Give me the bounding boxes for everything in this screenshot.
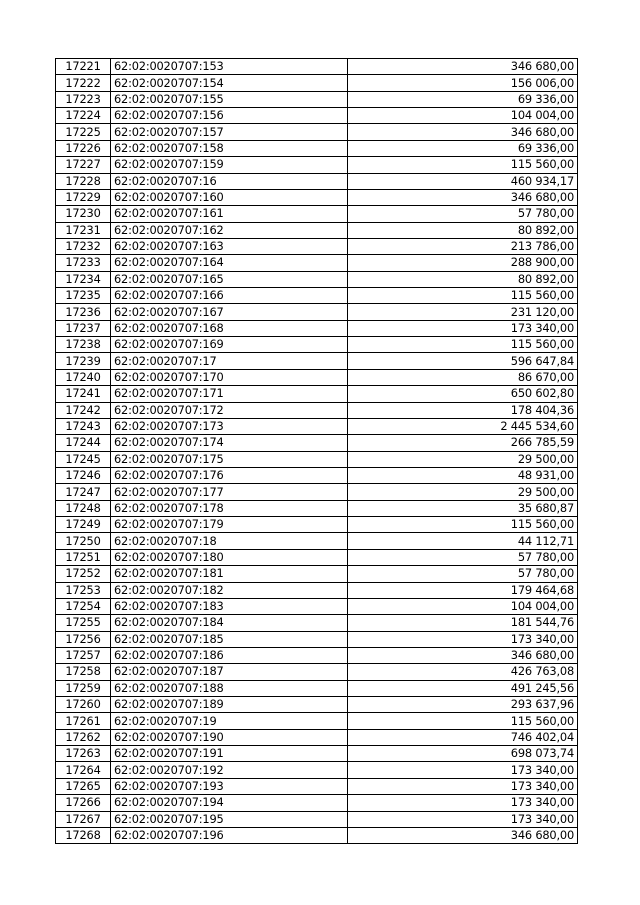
row-number-cell: 17266 <box>56 795 111 811</box>
row-number-cell: 17228 <box>56 173 111 189</box>
cadastral-number-cell: 62:02:0020707:183 <box>111 598 348 614</box>
table-row <box>56 304 578 320</box>
cadastral-number-cell: 62:02:0020707:179 <box>111 517 348 533</box>
cadastral-value-cell: 80 892,00 <box>348 222 578 238</box>
cadastral-value-cell: 115 560,00 <box>348 517 578 533</box>
row-number-cell: 17263 <box>56 746 111 762</box>
cadastral-number-cell: 62:02:0020707:182 <box>111 582 348 598</box>
cadastral-value-cell: 173 340,00 <box>348 762 578 778</box>
cadastral-number-cell: 62:02:0020707:196 <box>111 827 348 843</box>
table-row <box>56 271 578 287</box>
cadastral-value-cell: 266 785,59 <box>348 435 578 451</box>
row-number-cell: 17235 <box>56 288 111 304</box>
cadastral-value-cell: 173 340,00 <box>348 811 578 827</box>
table-row <box>56 811 578 827</box>
table-row <box>56 598 578 614</box>
table-row <box>56 369 578 385</box>
cadastral-value-cell: 346 680,00 <box>348 124 578 140</box>
table-row <box>56 680 578 696</box>
table-row <box>56 402 578 418</box>
table-row <box>56 517 578 533</box>
cadastral-number-cell: 62:02:0020707:19 <box>111 713 348 729</box>
table-row <box>56 157 578 173</box>
cadastral-value-cell: 293 637,96 <box>348 697 578 713</box>
cadastral-value-cell: 346 680,00 <box>348 189 578 205</box>
cadastral-number-cell: 62:02:0020707:168 <box>111 320 348 336</box>
row-number-cell: 17226 <box>56 140 111 156</box>
cadastral-number-cell: 62:02:0020707:177 <box>111 484 348 500</box>
row-number-cell: 17260 <box>56 697 111 713</box>
table-row <box>56 631 578 647</box>
cadastral-value-cell: 156 006,00 <box>348 75 578 91</box>
row-number-cell: 17236 <box>56 304 111 320</box>
row-number-cell: 17245 <box>56 451 111 467</box>
cadastral-number-cell: 62:02:0020707:189 <box>111 697 348 713</box>
row-number-cell: 17224 <box>56 108 111 124</box>
row-number-cell: 17254 <box>56 598 111 614</box>
cadastral-number-cell: 62:02:0020707:172 <box>111 402 348 418</box>
cadastral-number-cell: 62:02:0020707:163 <box>111 238 348 254</box>
table-row <box>56 238 578 254</box>
cadastral-value-cell: 178 404,36 <box>348 402 578 418</box>
cadastral-value-cell: 173 340,00 <box>348 778 578 794</box>
cadastral-value-cell: 104 004,00 <box>348 598 578 614</box>
row-number-cell: 17233 <box>56 255 111 271</box>
cadastral-value-cell: 57 780,00 <box>348 549 578 565</box>
row-number-cell: 17223 <box>56 91 111 107</box>
cadastral-number-cell: 62:02:0020707:176 <box>111 467 348 483</box>
cadastral-number-cell: 62:02:0020707:174 <box>111 435 348 451</box>
cadastral-number-cell: 62:02:0020707:17 <box>111 353 348 369</box>
cadastral-number-cell: 62:02:0020707:185 <box>111 631 348 647</box>
row-number-cell: 17255 <box>56 615 111 631</box>
row-number-cell: 17246 <box>56 467 111 483</box>
row-number-cell: 17247 <box>56 484 111 500</box>
cadastral-number-cell: 62:02:0020707:184 <box>111 615 348 631</box>
row-number-cell: 17241 <box>56 386 111 402</box>
row-number-cell: 17221 <box>56 59 111 75</box>
row-number-cell: 17250 <box>56 533 111 549</box>
cadastral-value-cell: 231 120,00 <box>348 304 578 320</box>
cadastral-number-cell: 62:02:0020707:173 <box>111 418 348 434</box>
table-row <box>56 533 578 549</box>
cadastral-value-cell: 181 544,76 <box>348 615 578 631</box>
cadastral-number-cell: 62:02:0020707:191 <box>111 746 348 762</box>
cadastral-number-cell: 62:02:0020707:160 <box>111 189 348 205</box>
row-number-cell: 17244 <box>56 435 111 451</box>
cadastral-value-cell: 29 500,00 <box>348 484 578 500</box>
table-row <box>56 124 578 140</box>
row-number-cell: 17239 <box>56 353 111 369</box>
table-row <box>56 467 578 483</box>
cadastral-value-cell: 746 402,04 <box>348 729 578 745</box>
row-number-cell: 17227 <box>56 157 111 173</box>
cadastral-number-cell: 62:02:0020707:178 <box>111 500 348 516</box>
row-number-cell: 17231 <box>56 222 111 238</box>
cadastral-number-cell: 62:02:0020707:167 <box>111 304 348 320</box>
cadastral-value-cell: 48 931,00 <box>348 467 578 483</box>
cadastral-number-cell: 62:02:0020707:18 <box>111 533 348 549</box>
cadastral-number-cell: 62:02:0020707:171 <box>111 386 348 402</box>
row-number-cell: 17261 <box>56 713 111 729</box>
table-row <box>56 353 578 369</box>
cadastral-value-cell: 460 934,17 <box>348 173 578 189</box>
cadastral-value-cell: 491 245,56 <box>348 680 578 696</box>
table-row <box>56 189 578 205</box>
row-number-cell: 17238 <box>56 337 111 353</box>
cadastral-number-cell: 62:02:0020707:181 <box>111 566 348 582</box>
row-number-cell: 17229 <box>56 189 111 205</box>
cadastral-number-cell: 62:02:0020707:170 <box>111 369 348 385</box>
table-row <box>56 386 578 402</box>
cadastral-value-cell: 69 336,00 <box>348 91 578 107</box>
cadastral-number-cell: 62:02:0020707:165 <box>111 271 348 287</box>
cadastral-number-cell: 62:02:0020707:193 <box>111 778 348 794</box>
cadastral-number-cell: 62:02:0020707:192 <box>111 762 348 778</box>
cadastral-value-cell: 173 340,00 <box>348 320 578 336</box>
cadastral-number-cell: 62:02:0020707:162 <box>111 222 348 238</box>
row-number-cell: 17242 <box>56 402 111 418</box>
table-row <box>56 566 578 582</box>
cadastral-value-cell: 650 602,80 <box>348 386 578 402</box>
cadastral-value-cell: 35 680,87 <box>348 500 578 516</box>
cadastral-value-cell: 179 464,68 <box>348 582 578 598</box>
cadastral-value-cell: 80 892,00 <box>348 271 578 287</box>
row-number-cell: 17252 <box>56 566 111 582</box>
cadastral-value-cell: 57 780,00 <box>348 566 578 582</box>
row-number-cell: 17264 <box>56 762 111 778</box>
table-row <box>56 435 578 451</box>
cadastral-number-cell: 62:02:0020707:195 <box>111 811 348 827</box>
table-row <box>56 484 578 500</box>
table-row <box>56 222 578 238</box>
cadastral-value-cell: 115 560,00 <box>348 288 578 304</box>
row-number-cell: 17225 <box>56 124 111 140</box>
row-number-cell: 17258 <box>56 664 111 680</box>
cadastral-number-cell: 62:02:0020707:180 <box>111 549 348 565</box>
table-row <box>56 729 578 745</box>
cadastral-number-cell: 62:02:0020707:158 <box>111 140 348 156</box>
table-row <box>56 337 578 353</box>
cadastral-number-cell: 62:02:0020707:16 <box>111 173 348 189</box>
row-number-cell: 17268 <box>56 827 111 843</box>
table-row <box>56 713 578 729</box>
table-row <box>56 746 578 762</box>
cadastral-number-cell: 62:02:0020707:153 <box>111 59 348 75</box>
row-number-cell: 17230 <box>56 206 111 222</box>
row-number-cell: 17232 <box>56 238 111 254</box>
cadastral-number-cell: 62:02:0020707:175 <box>111 451 348 467</box>
table-row <box>56 827 578 843</box>
cadastral-number-cell: 62:02:0020707:190 <box>111 729 348 745</box>
table-row <box>56 664 578 680</box>
cadastral-value-cell: 2 445 534,60 <box>348 418 578 434</box>
cadastral-value-cell: 346 680,00 <box>348 647 578 663</box>
table-row <box>56 59 578 75</box>
table-row <box>56 697 578 713</box>
cadastral-number-cell: 62:02:0020707:155 <box>111 91 348 107</box>
cadastral-number-cell: 62:02:0020707:194 <box>111 795 348 811</box>
cadastral-value-cell: 426 763,08 <box>348 664 578 680</box>
cadastral-value-cell: 698 073,74 <box>348 746 578 762</box>
table-row <box>56 91 578 107</box>
row-number-cell: 17251 <box>56 549 111 565</box>
cadastral-number-cell: 62:02:0020707:164 <box>111 255 348 271</box>
row-number-cell: 17248 <box>56 500 111 516</box>
cadastral-value-table <box>55 58 578 844</box>
table-row <box>56 795 578 811</box>
cadastral-number-cell: 62:02:0020707:156 <box>111 108 348 124</box>
cadastral-number-cell: 62:02:0020707:169 <box>111 337 348 353</box>
table-row <box>56 288 578 304</box>
cadastral-value-cell: 346 680,00 <box>348 827 578 843</box>
cadastral-value-cell: 288 900,00 <box>348 255 578 271</box>
table-row <box>56 500 578 516</box>
cadastral-value-cell: 596 647,84 <box>348 353 578 369</box>
cadastral-value-cell: 29 500,00 <box>348 451 578 467</box>
cadastral-value-cell: 173 340,00 <box>348 631 578 647</box>
cadastral-number-cell: 62:02:0020707:188 <box>111 680 348 696</box>
table-row <box>56 647 578 663</box>
table-body <box>56 59 578 844</box>
cadastral-number-cell: 62:02:0020707:159 <box>111 157 348 173</box>
cadastral-value-cell: 104 004,00 <box>348 108 578 124</box>
cadastral-number-cell: 62:02:0020707:186 <box>111 647 348 663</box>
table-row <box>56 418 578 434</box>
row-number-cell: 17249 <box>56 517 111 533</box>
cadastral-value-cell: 57 780,00 <box>348 206 578 222</box>
cadastral-value-cell: 346 680,00 <box>348 59 578 75</box>
row-number-cell: 17267 <box>56 811 111 827</box>
table-row <box>56 320 578 336</box>
table-row <box>56 255 578 271</box>
table-row <box>56 108 578 124</box>
cadastral-number-cell: 62:02:0020707:157 <box>111 124 348 140</box>
cadastral-number-cell: 62:02:0020707:187 <box>111 664 348 680</box>
table-row <box>56 615 578 631</box>
row-number-cell: 17256 <box>56 631 111 647</box>
cadastral-value-cell: 213 786,00 <box>348 238 578 254</box>
table-row <box>56 173 578 189</box>
row-number-cell: 17262 <box>56 729 111 745</box>
cadastral-value-cell: 69 336,00 <box>348 140 578 156</box>
table-row <box>56 582 578 598</box>
row-number-cell: 17257 <box>56 647 111 663</box>
table-row <box>56 778 578 794</box>
row-number-cell: 17234 <box>56 271 111 287</box>
cadastral-value-cell: 173 340,00 <box>348 795 578 811</box>
cadastral-value-cell: 44 112,71 <box>348 533 578 549</box>
table-row <box>56 75 578 91</box>
cadastral-value-cell: 115 560,00 <box>348 337 578 353</box>
cadastral-number-cell: 62:02:0020707:154 <box>111 75 348 91</box>
row-number-cell: 17259 <box>56 680 111 696</box>
table-row <box>56 140 578 156</box>
cadastral-number-cell: 62:02:0020707:166 <box>111 288 348 304</box>
row-number-cell: 17253 <box>56 582 111 598</box>
table-row <box>56 762 578 778</box>
row-number-cell: 17222 <box>56 75 111 91</box>
cadastral-number-cell: 62:02:0020707:161 <box>111 206 348 222</box>
cadastral-value-cell: 86 670,00 <box>348 369 578 385</box>
cadastral-value-cell: 115 560,00 <box>348 713 578 729</box>
table-row <box>56 206 578 222</box>
row-number-cell: 17237 <box>56 320 111 336</box>
row-number-cell: 17243 <box>56 418 111 434</box>
table-row <box>56 549 578 565</box>
cadastral-value-cell: 115 560,00 <box>348 157 578 173</box>
row-number-cell: 17265 <box>56 778 111 794</box>
row-number-cell: 17240 <box>56 369 111 385</box>
table-row <box>56 451 578 467</box>
